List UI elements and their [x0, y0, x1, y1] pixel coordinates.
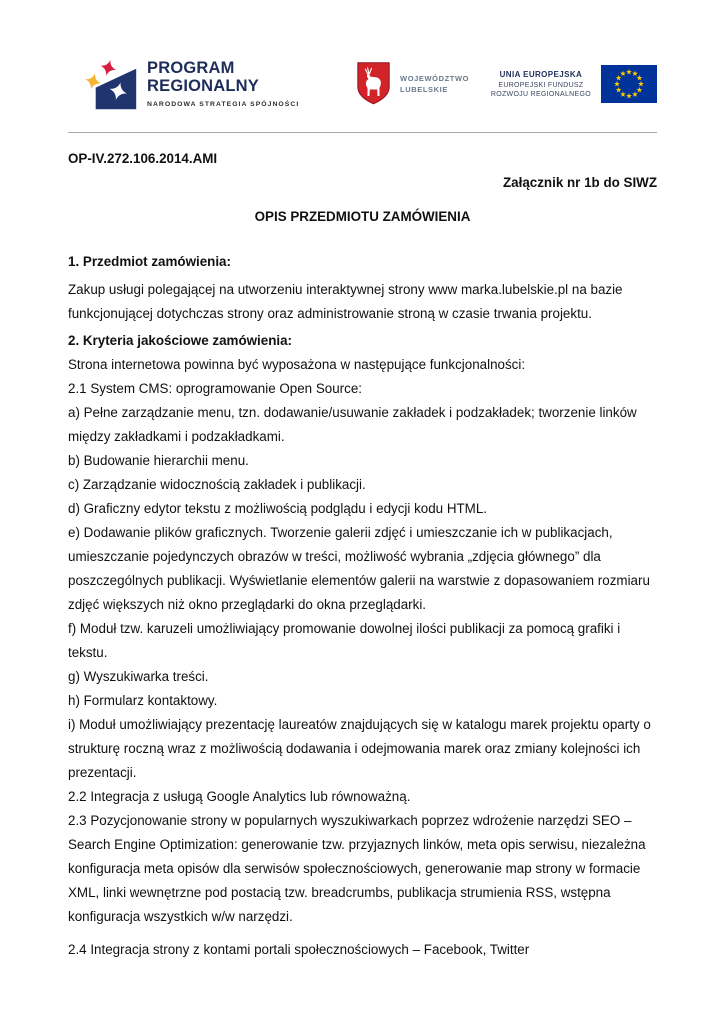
cms-feature-c: c) Zarządzanie widocznością zakładek i publikacji.: [68, 477, 366, 492]
item-2-2: 2.2 Integracja z usługą Google Analytics lub równoważną.: [68, 789, 411, 804]
logo-strip: [68, 0, 657, 122]
program-logo-subtitle: NARODOWA STRATEGIA SPÓJNOŚCI: [147, 101, 300, 108]
eu-logo-line1: UNIA EUROPEJSKA: [499, 70, 583, 79]
cms-feature-a: a) Pełne zarządzanie menu, tzn. dodawanie/usuwanie zakładek i podzakładek; tworzenie linków między zakładkami i podzakładkami.: [68, 405, 637, 444]
lubelskie-coat-of-arms-icon: [355, 61, 392, 107]
item-2-3: 2.3 Pozycjonowanie strony w popularnych wyszukiwarkach poprzez wdrożenie narzędzi SEO – Search Engine Optimization: generowanie tzw. przyjaznych linków, meta opis serwisu, niezależna konfiguracja meta opisów dla serwisów społecznościowych, generowanie map strony w formacie XML, linki wewnętrzne pod postacią tzw. breadcrumbs, publikacja strumienia RSS, wstępna konfiguracja wszystkich w/w narzędzi.: [68, 813, 646, 924]
eu-flag-icon: [601, 65, 657, 103]
cms-feature-h: h) Formularz kontaktowy.: [68, 693, 218, 708]
item-2-1: 2.1 System CMS: oprogramowanie Open Source:: [68, 381, 362, 396]
eu-logo-line2: EUROPEJSKI FUNDUSZ: [498, 81, 584, 89]
attachment-label: Załącznik nr 1b do SIWZ: [502, 175, 657, 190]
section-2-intro: Strona internetowa powinna być wyposażona w następujące funkcjonalności:: [68, 357, 526, 372]
eu-logo: [491, 65, 657, 103]
wojewodztwo-lubelskie-logo: [355, 61, 469, 107]
program-logo-text: [147, 60, 299, 108]
cms-feature-b: b) Budowanie hierarchii menu.: [68, 453, 249, 468]
section-2-heading: 2. Kryteria jakościowe zamówienia:: [68, 333, 293, 348]
cms-feature-g: g) Wyszukiwarka treści.: [68, 669, 209, 684]
eu-logo-line3: ROZWOJU REGIONALNEGO: [490, 91, 591, 98]
cms-feature-e: e) Dodawanie plików graficznych. Tworzenie galerii zdjęć i umieszczanie ich w publikacjach, umieszczanie pojedynczych obrazów w treści, możliwość wybrania „zdjęcia głównego” dla poszczególnych publikacji. Wyświetlanie elementów galerii na warstwie z dopasowaniem rozmiaru zdjęć większych niż okno przeglądarki do okna przeglądarki.: [68, 525, 650, 612]
nss-red-star: [98, 58, 118, 78]
lubelskie-logo-line1: WOJEWÓDZTWO: [400, 74, 470, 83]
cms-feature-d: d) Graficzny edytor tekstu z możliwością podglądu i edycji kodu HTML.: [68, 501, 488, 516]
reference-number: OP-IV.272.106.2014.AMI: [68, 151, 218, 166]
document-title: OPIS PRZEDMIOTU ZAMÓWIENIA: [254, 209, 471, 224]
lubelskie-logo-text: [400, 73, 469, 95]
document-body: [68, 133, 657, 962]
eu-logo-text: [491, 70, 591, 98]
lubelskie-logo-line2: LUBELSKIE: [400, 85, 448, 94]
section-1-heading: 1. Przedmiot zamówienia:: [68, 254, 231, 269]
program-regionalny-logo: [84, 57, 299, 111]
program-logo-title-line1: PROGRAM: [147, 59, 235, 77]
nss-stars-icon: [84, 57, 138, 111]
cms-feature-f: f) Moduł tzw. karuzeli umożliwiający promowanie dowolnej ilości publikacji za pomocą grafiki i tekstu.: [68, 621, 621, 660]
program-logo-title-line2: REGIONALNY: [147, 76, 260, 95]
item-2-4: 2.4 Integracja strony z kontami portali społecznościowych – Facebook, Twitter: [68, 942, 530, 957]
section-1-paragraph: Zakup usługi polegającej na utworzeniu interaktywnej strony www marka.lubelskie.pl na bazie funkcjonującej dotychczas strony oraz administrowanie stroną w czasie trwania projektu.: [68, 282, 623, 321]
cms-feature-i: i) Moduł umożliwiający prezentację laureatów znajdujących się w katalogu marek projektu oparty o strukturę roczną wraz z możliwością dodawania i odejmowania marek oraz zmiany kolejności ich prezentacji.: [68, 717, 651, 780]
